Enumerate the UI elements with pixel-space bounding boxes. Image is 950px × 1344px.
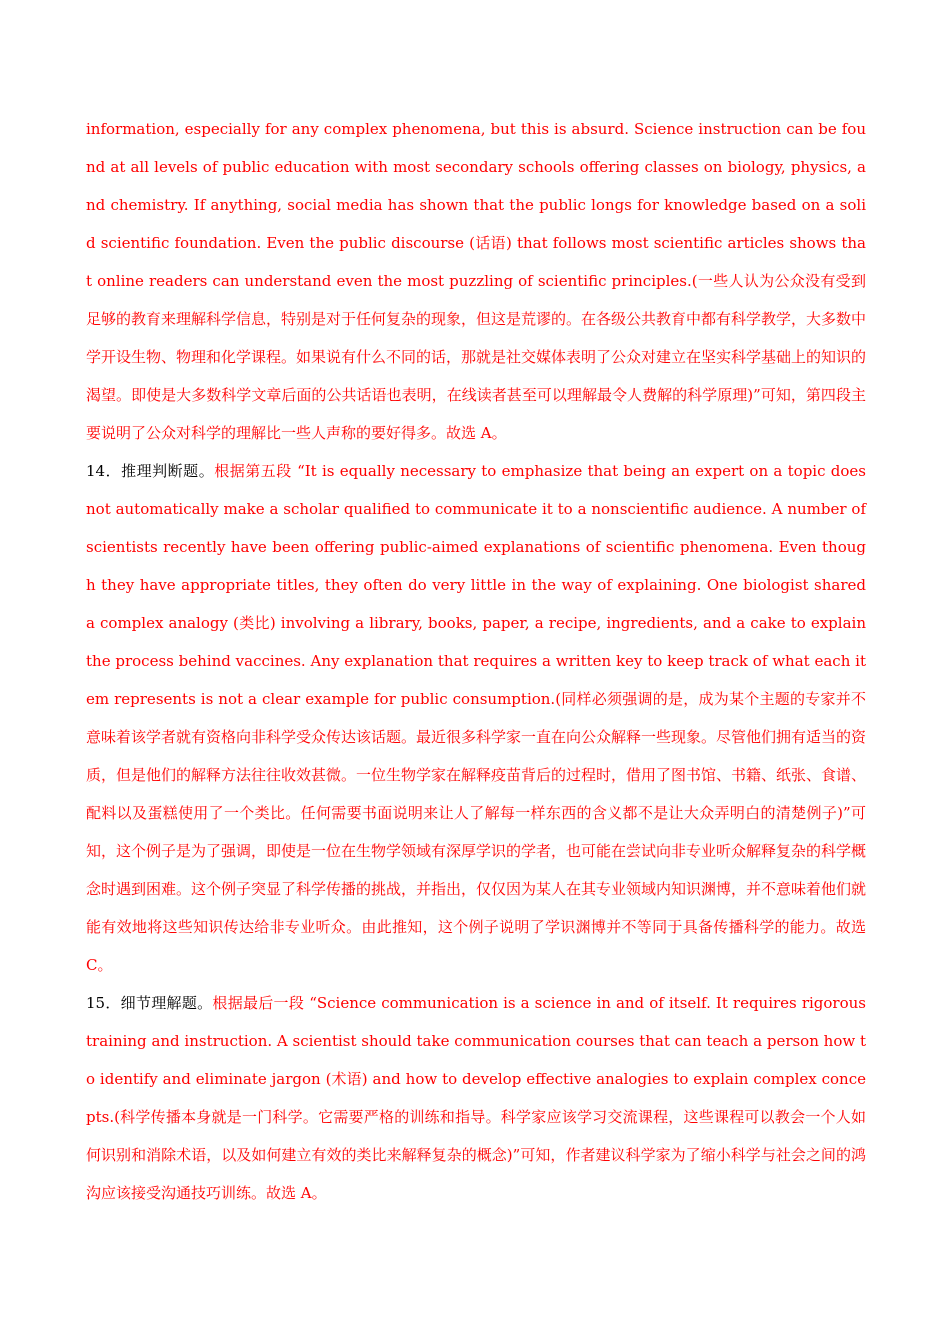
paragraph-text: information, especially for any complex phenomena, but this is absurd. Science instruction can be found at all levels of public education with most secondary schools offering classes on biology, physics, and chemistry. If anything, social media has shown that the public longs for knowledge based on a solid scientific foundation. Even the public discourse (话语) that follows most scientific articles shows that online readers can understand even the most puzzling of scientific principles.(一些人认为公众没有受到足够的教育来理解科学信息，特别是对于任何复杂的现象，但这是荒谬的。在各级公共教育中都有科学教学，大多数中学开设生物、物理和化学课程。如果说有什么不同的话，那就是社交媒体表明了公众对建立在坚实科学基础上的知识的渴望。即使是大多数科学文章后面的公共话语也表明，在线读者甚至可以理解最令人费解的科学原理)”可知，第四段主要说明了公众对科学的理解比一些人声称的要好得多。故选 A。 <box>86 120 867 442</box>
answer-explanation-page <box>86 110 866 1212</box>
question-number: 14． <box>86 462 122 480</box>
paragraph-text: 根据第五段 “It is equally necessary to emphasize that being an expert on a topic does not automatically make a scholar qualified to communicate it to a nonscientific audience. A number of scientists recently have been offering public-aimed explanations of scientific phenomena. Even though they have appropriate titles, they often do very little in the way of explaining. One biologist shared a complex analogy (类比) involving a library, books, paper, a recipe, ingredients, and a cake to explain the process behind vaccines. Any explanation that requires a written key to keep track of what each item represents is not a clear example for public consumption.(同样必须强调的是，成为某个主题的专家并不意味着该学者就有资格向非科学受众传达该话题。最近很多科学家一直在向公众解释一些现象。尽管他们拥有适当的资质，但是他们的解释方法往往收效甚微。一位生物学家在解释疫苗背后的过程时，借用了图书馆、书籍、纸张、食谱、配料以及蛋糕使用了一个类比。任何需要书面说明来让人了解每一样东西的含义都不是让大众弄明白的清楚例子)”可知，这个例子是为了强调，即使是一位在生物学领域有深厚学识的学者，也可能在尝试向非专业听众解释复杂的科学概念时遇到困难。这个例子突显了科学传播的挑战，并指出，仅仅因为某人在其专业领域内知识渊博，并不意味着他们就能有效地将这些知识传达给非专业听众。由此推知，这个例子说明了学识渊博并不等同于具备传播科学的能力。故选 C。 <box>86 462 867 974</box>
paragraph-question-14 <box>86 452 866 984</box>
question-number: 15． <box>86 994 121 1012</box>
question-type: 推理判断题。 <box>121 462 215 480</box>
question-type: 细节理解题。 <box>120 994 213 1012</box>
paragraph-text: 根据最后一段 “Science communication is a science in and of itself. It requires rigorous training and instruction. A scientist should take communication courses that can teach a person how to identify and eliminate jargon (术语) and how to develop effective analogies to explain complex concepts.(科学传播本身就是一门科学。它需要严格的训练和指导。科学家应该学习交流课程，这些课程可以教会一个人如何识别和消除术语，以及如何建立有效的类比来解释复杂的概念)”可知，作者建议科学家为了缩小科学与社会之间的鸿沟应该接受沟通技巧训练。故选 A。 <box>86 994 866 1202</box>
paragraph-question-15 <box>86 984 866 1212</box>
paragraph-13-continuation <box>86 110 866 452</box>
